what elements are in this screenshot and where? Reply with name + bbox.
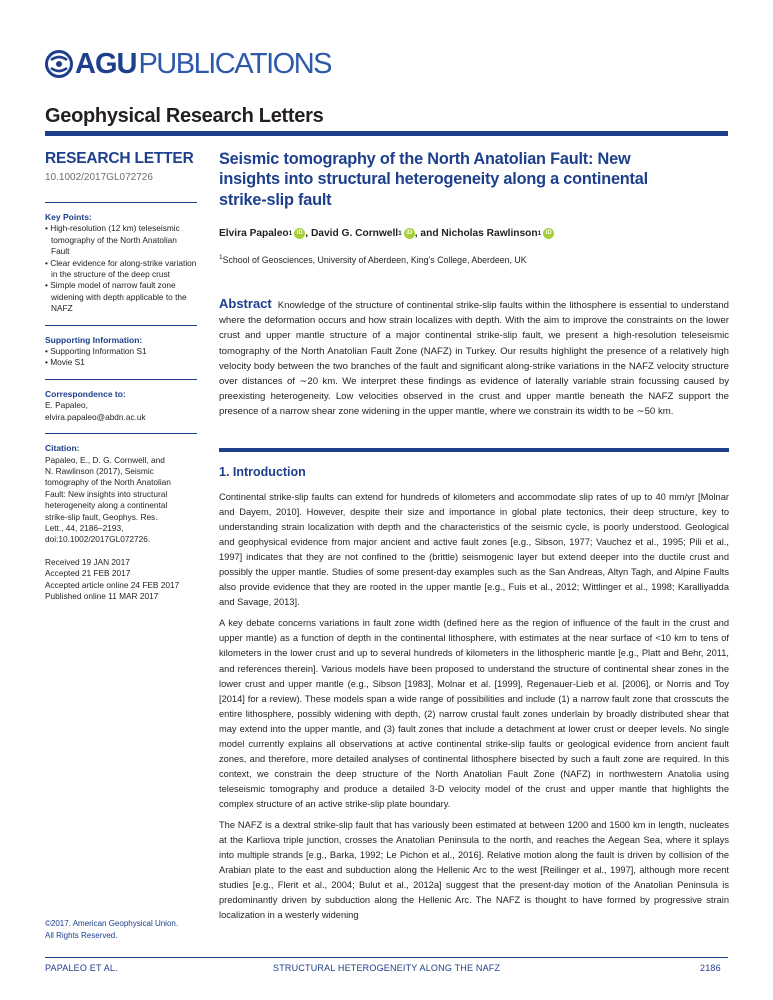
footer-rule <box>45 957 728 958</box>
citation-text: Papaleo, E., D. G. Cornwell, and N. Rawlinson (2017), Seismic tomography of the North Anatolian Fault: New insights into structural heterogeneity along a continental strike-slip fault, Geophys. Res. Lett., 44, 2186–2193, doi:10.1002/2017GL072726. <box>45 454 171 545</box>
accepted-online-date: Accepted article online 24 FEB 2017 <box>45 579 180 590</box>
supporting-block <box>45 325 197 369</box>
supporting-heading: Supporting Information: <box>45 334 143 345</box>
key-points-block <box>45 202 197 315</box>
author-separator: , and <box>414 227 442 239</box>
page-number: 2186 <box>700 963 721 973</box>
footer-authors: PAPALEO ET AL. <box>45 963 118 973</box>
affiliation-marker: 1 <box>288 229 293 237</box>
abstract-heading: Abstract <box>219 296 272 311</box>
article-header <box>219 149 724 266</box>
correspondence-block <box>45 379 197 423</box>
journal-rule <box>45 131 728 136</box>
affiliation-marker: 1 <box>398 229 402 237</box>
section-rule <box>219 448 729 452</box>
divider <box>45 202 197 203</box>
doi-link[interactable]: 10.1002/2017GL072726 <box>45 172 153 183</box>
paragraph: Continental strike-slip faults can extend for hundreds of kilometers and accommodate slip rates of up to 40 mm/yr [Molnar and Dayem, 2010]. However, despite their size and importance in global plate tectonics, their deep structure, key to understanding strain localization with depth and the characteristics of the seismic cycle, is poorly understood. Geological and geophysical evidence from major ancient and active fault zones [e.g., Sibson, 1977; Vauchez et al., 1995; Pili et al., 1997] indicates that they are not confined to the (brittle) seismogenic layer but extend deeper into the ductile crust and possibly the upper mantle. Studies of some present-day examples such as the San Andreas, Altyn Tagh, and Alpine Faults also provide evidence that they are rooted in the upper mantle [e.g., Fuis et al., 2012; Wittlinger et al., 1998; Karalliyadda and Savage, 2013]. <box>219 492 729 608</box>
correspondence-email[interactable]: elvira.papaleo@abdn.ac.uk <box>45 411 146 422</box>
copyright-line: All Rights Reserved. <box>45 930 118 940</box>
key-point: • Clear evidence for along-strike variation in the structure of the deep crust <box>45 258 197 281</box>
section-heading: 1. Introduction <box>219 465 306 479</box>
orcid-icon[interactable]: iD <box>543 228 554 239</box>
paragraph: A key debate concerns variations in fault zone width (defined here as the region of influence of the fault in the crust and upper mantle) as a function of depth in the continental lithosphere, with estimates at the near surface of <10 km to tens of kilometers in the lower crust and up to several hundreds of kilometers in the lithospheric mantle [e.g., Platt and Behr, 2011, and references therein]. Various models have been proposed to understand the structure of continental shear zones in the lower crust and upper mantle (e.g., Sibson [1983], Molnar et al. [1999], Regenauer-Lieb et al. [2006], or Norris and Toy [2014] for a review). These models span a wide range of possibilities and include (1) a narrow fault zone that crosscuts the entire lithosphere, possibly widening with depth, (2) narrow crustal fault zones underlain by broadly distributed shear that may extend into the upper mantle, and (3) fault zones that include a detachment at lower crust or deeper levels. No single model currently explains all observations at active continental strike-slip faults or geological evidence from ancient fault zones, and therefore, more detailed analyses of continental lithosphere bisected by such a fault zone are required. In this context, we constrain the deep structure of the North Anatolian Fault Zone (NAFZ) in northwestern Anatolia using teleseismic tomography and produce a detailed 3-D velocity model of the crust and upper mantle that highlights the complex structure of an active strike-slip plate boundary. <box>219 618 729 809</box>
key-points-list <box>45 223 197 314</box>
key-points-heading: Key Points: <box>45 212 92 222</box>
dates-block <box>45 557 197 603</box>
author-list <box>219 227 724 241</box>
supporting-list <box>45 346 197 369</box>
author-name[interactable]: David G. Cornwell <box>310 227 399 239</box>
published-online-date: Published online 11 MAR 2017 <box>45 590 159 601</box>
agu-globe-icon <box>45 50 73 78</box>
paragraph: The NAFZ is a dextral strike-slip fault that has variously been estimated at between 1200 and 1500 km in length, nucleates at the Karliova triple junction, crosses the Anatolian Peninsula to the north, and reaches the Aegean Sea, where it splays into multiple strands [e.g., Barka, 1992; Le Pichon et al., 2016]. Relative motion along the fault is driven by collision of the Arabian plate to the east and subduction along the Hellenic Arc to the west [Reilinger et al., 1997], although more recent studies [e.g., Flerit et al., 2004; Bulut et al., 2012a] suggest that the present-day motion of the Anatolian Peninsula is predominantly driven by subduction along the Hellenic Arc. The NAFZ is thought to have formed by progressive strain localization in a westerly widening <box>219 819 729 921</box>
divider <box>45 433 197 434</box>
author-name[interactable]: Nicholas Rawlinson <box>441 227 538 239</box>
author-name[interactable]: Elvira Papaleo <box>219 227 289 239</box>
supporting-item[interactable]: • Supporting Information S1 <box>45 346 197 357</box>
logo-agu-text: AGU <box>75 47 137 80</box>
article-title: Seismic tomography of the North Anatolian Fault: New insights into structural heterogeneity along a continental strike-slip fault <box>219 150 648 209</box>
received-date: Received 19 JAN 2017 <box>45 556 130 567</box>
orcid-icon[interactable]: iD <box>294 228 305 239</box>
author-separator: , <box>305 227 311 239</box>
body-text <box>219 490 729 923</box>
abstract <box>219 296 729 420</box>
citation-heading: Citation: <box>45 443 80 454</box>
correspondence-heading: Correspondence to: <box>45 388 126 399</box>
logo-publications-text: PUBLICATIONS <box>138 47 332 80</box>
article-type: RESEARCH LETTER <box>45 150 194 167</box>
supporting-item[interactable]: • Movie S1 <box>45 357 197 368</box>
footer-running-title: STRUCTURAL HETEROGENEITY ALONG THE NAFZ <box>273 963 501 973</box>
affiliation <box>219 252 724 266</box>
citation-block <box>45 433 197 546</box>
abstract-text: Knowledge of the structure of continental strike-slip faults within the lithosphere is essential to understand where the deformation occurs and how strain localizes with depth. With the aim to improve the constraints on the lower crust and upper mantle structure of a major continental strike-slip fault, we present a high-resolution teleseismic tomography of the North Anatolian Fault Zone (NAFZ) in Turkey. Our results highlight the presence of a relatively high velocity body between the two branches of the fault and significant along-strike variations in the NAFZ velocity structure over distances of ∼20 km. We interpret these findings as evidence of laterally variable strain focussing caused by preexisting heterogeneity. Low velocities observed in the crust and upper mantle beneath the NAFZ support the presence of a narrow shear zone widening in the upper mantle, where we constrain its width to be ∼50 km. <box>219 300 729 418</box>
affiliation-marker: 1 <box>537 229 542 237</box>
copyright-notice <box>45 918 197 941</box>
sidebar <box>45 150 197 602</box>
journal-title: Geophysical Research Letters <box>45 105 324 127</box>
agu-publications-logo <box>45 48 331 80</box>
orcid-icon[interactable]: iD <box>404 228 415 239</box>
accepted-date: Accepted 21 FEB 2017 <box>45 568 131 579</box>
correspondence-name: E. Papaleo, <box>45 400 88 411</box>
divider <box>45 379 197 380</box>
key-point: • Simple model of narrow fault zone widening with depth applicable to the NAFZ <box>45 280 197 314</box>
key-point: • High-resolution (12 km) teleseismic tomography of the North Anatolian Fault <box>45 223 197 257</box>
divider <box>45 325 197 326</box>
affiliation-marker: 1 <box>219 253 223 261</box>
copyright-line: ©2017. American Geophysical Union. <box>45 919 179 928</box>
affiliation-text: School of Geosciences, University of Aberdeen, King’s College, Aberdeen, UK <box>222 254 527 265</box>
